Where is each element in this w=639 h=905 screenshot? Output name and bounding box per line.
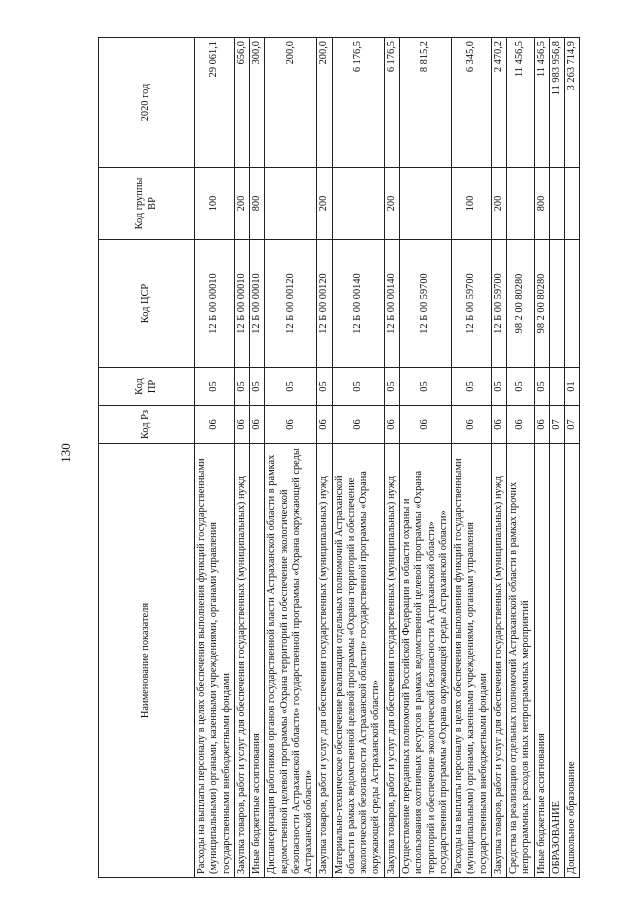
cell-rz: 06 [195,406,235,444]
cell-pr: 05 [384,368,399,406]
table-row [491,38,506,878]
cell-pr: 05 [491,368,506,406]
cell-name: Материально-техническое обеспечение реализации отдельных полномочий Астраханской области в рамках ведомственной целевой программы «Охрана территорий и обеспечение экологической безопасности Астраханской области» государственной программы «Охрана окружающей среды Астраханской области» [332,444,384,878]
header-sum: 2020 год [99,38,195,168]
cell-rz: 06 [332,406,384,444]
cell-vr: 100 [195,168,235,240]
cell-vr [399,168,451,240]
cell-rz: 06 [507,406,535,444]
cell-name: Расходы на выплаты персоналу в целях обеспечения выполнения функций государственными (муниципальными) органами, казенными учреждениями, органами управления государственными внебюджетными фондами [452,444,492,878]
cell-csr: 12 Б 00 00010 [234,240,249,368]
cell-sum: 11 456,5 [507,38,535,168]
cell-vr [332,168,384,240]
cell-csr: 12 Б 00 00010 [195,240,235,368]
cell-csr: 12 Б 00 00140 [384,240,399,368]
table-row [384,38,399,878]
cell-sum: 200,0 [317,38,332,168]
table-header-row [99,38,195,878]
header-name: Наименование показателя [99,444,195,878]
cell-vr [507,168,535,240]
cell-sum: 11 456,5 [534,38,549,168]
cell-rz: 06 [317,406,332,444]
cell-pr: 05 [399,368,451,406]
cell-pr: 05 [332,368,384,406]
cell-sum: 11 983 956,8 [549,38,564,168]
cell-sum: 200,0 [265,38,317,168]
table-row [332,38,384,878]
cell-pr: 01 [565,368,580,406]
cell-rz: 06 [534,406,549,444]
cell-pr: 05 [317,368,332,406]
cell-csr [565,240,580,368]
table-row [317,38,332,878]
cell-sum: 29 061,1 [195,38,235,168]
cell-csr: 12 Б 00 00010 [250,240,265,368]
page-number: 130 [57,443,73,463]
cell-csr: 98 2 00 80280 [507,240,535,368]
cell-sum: 300,0 [250,38,265,168]
cell-sum: 6 345,0 [452,38,492,168]
table-row [250,38,265,878]
cell-rz: 06 [452,406,492,444]
cell-rz: 06 [491,406,506,444]
cell-vr [549,168,564,240]
cell-rz: 07 [549,406,564,444]
cell-vr: 800 [250,168,265,240]
cell-rz: 06 [384,406,399,444]
cell-csr: 12 Б 00 59700 [452,240,492,368]
cell-pr [549,368,564,406]
cell-sum: 2 470,2 [491,38,506,168]
cell-csr: 12 Б 00 00120 [265,240,317,368]
cell-csr: 12 Б 00 00140 [332,240,384,368]
cell-pr: 05 [265,368,317,406]
cell-sum: 6 176,5 [384,38,399,168]
cell-pr: 05 [452,368,492,406]
cell-name: Диспансеризация работников органов государственной власти Астраханской области в рамках ведомственной целевой программы «Охрана территорий и обеспечение экологической безопасности Астраханской области» государственной программы «Охрана окружающей среды Астраханской области» [265,444,317,878]
table-row [234,38,249,878]
cell-sum: 3 263 714,9 [565,38,580,168]
cell-sum: 656,0 [234,38,249,168]
table-row [534,38,549,878]
cell-pr: 05 [234,368,249,406]
table-row [507,38,535,878]
cell-vr [565,168,580,240]
cell-sum: 6 176,5 [332,38,384,168]
cell-csr [549,240,564,368]
cell-name: Закупка товаров, работ и услуг для обеспечения государственных (муниципальных) нужд [317,444,332,878]
cell-name: Средства на реализацию отдельных полномочий Астраханской области в рамках прочих непрограммных расходов иных непрограммных мероприятий [507,444,535,878]
table-row [452,38,492,878]
table-row [195,38,235,878]
table-row [265,38,317,878]
cell-pr: 05 [507,368,535,406]
cell-vr [265,168,317,240]
table-row [565,38,580,878]
table-row [399,38,451,878]
cell-csr: 12 Б 00 59700 [399,240,451,368]
header-vr: Код группы ВР [99,168,195,240]
cell-vr: 100 [452,168,492,240]
cell-name: Закупка товаров, работ и услуг для обеспечения государственных (муниципальных) нужд [384,444,399,878]
cell-rz: 06 [234,406,249,444]
cell-rz: 07 [565,406,580,444]
cell-name: Расходы на выплаты персоналу в целях обеспечения выполнения функций государственными (муниципальными) органами, казенными учреждениями, органами управления государственными внебюджетными фондами [195,444,235,878]
cell-sum: 8 815,2 [399,38,451,168]
cell-name: Дошкольное образование [565,444,580,878]
cell-vr: 200 [384,168,399,240]
cell-rz: 06 [399,406,451,444]
cell-pr: 05 [534,368,549,406]
cell-pr: 05 [195,368,235,406]
cell-name: ОБРАЗОВАНИЕ [549,444,564,878]
cell-pr: 05 [250,368,265,406]
cell-rz: 06 [265,406,317,444]
budget-table-rotated [98,38,578,878]
cell-csr: 98 2 00 80280 [534,240,549,368]
header-pr: Код ПР [99,368,195,406]
table-row [549,38,564,878]
cell-rz: 06 [250,406,265,444]
cell-vr: 200 [317,168,332,240]
cell-name: Иные бюджетные ассигнования [250,444,265,878]
cell-csr: 12 Б 00 00120 [317,240,332,368]
cell-name: Закупка товаров, работ и услуг для обеспечения государственных (муниципальных) нужд [234,444,249,878]
table-body [195,38,580,878]
header-rz: Код Рз [99,406,195,444]
cell-vr: 200 [234,168,249,240]
cell-name: Закупка товаров, работ и услуг для обеспечения государственных (муниципальных) нужд [491,444,506,878]
cell-name: Иные бюджетные ассигнования [534,444,549,878]
budget-table [98,37,580,878]
cell-name: Осуществление переданных полномочий Российской Федерации в области охраны и использования охотничьих ресурсов в рамках ведомственной целевой программы «Охрана территорий и обеспечение экологической безопасности Астраханской области» государственной программы «Охрана окружающей среды Астраханской области» [399,444,451,878]
cell-vr: 200 [491,168,506,240]
cell-csr: 12 Б 00 59700 [491,240,506,368]
header-csr: Код ЦСР [99,240,195,368]
cell-vr: 800 [534,168,549,240]
